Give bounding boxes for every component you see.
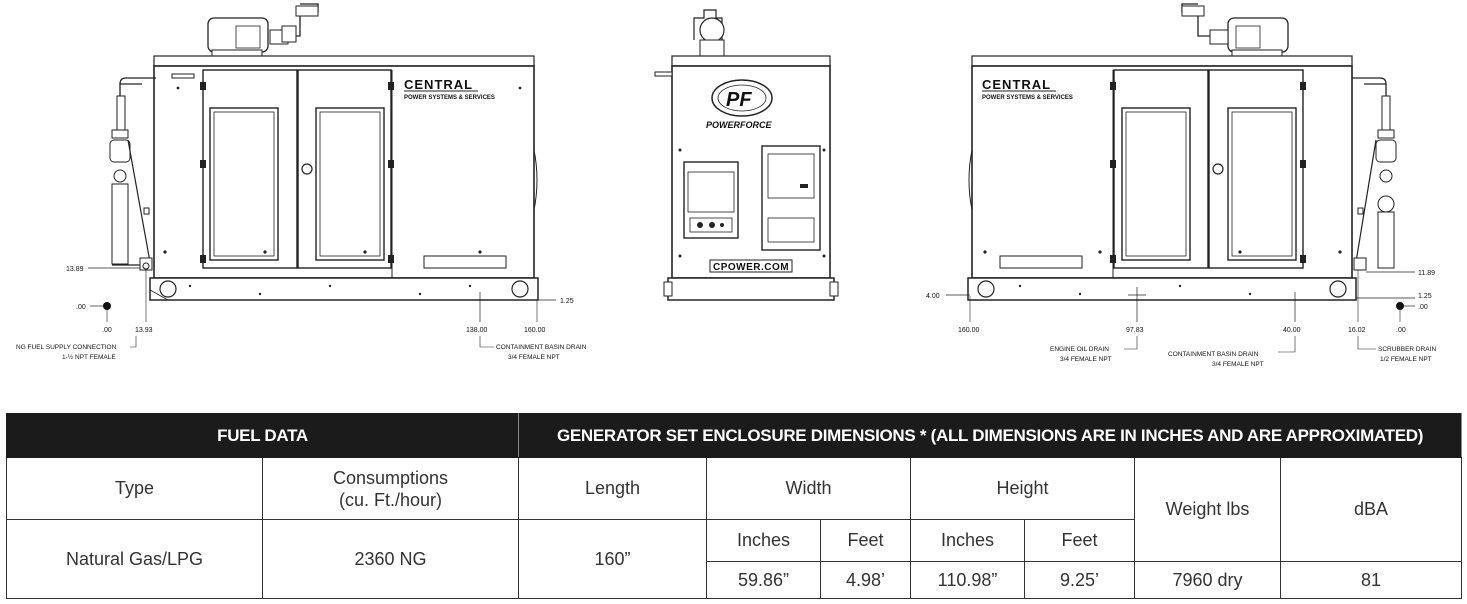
consumption-label-line2: (cu. Ft./hour) [338, 489, 443, 510]
table-header-row [7, 414, 1462, 458]
left-basin-drain-size: 3/4 FEMALE NPT [508, 354, 560, 361]
height-inches-value: 110.98” [911, 562, 1025, 599]
logo-letters: PF [726, 89, 752, 111]
weight-label: Weight lbs [1135, 458, 1281, 562]
right-dim-11-89: 11.89 [1418, 270, 1435, 277]
left-basin-drain-label: CONTAINMENT BASIN DRAIN [496, 344, 587, 351]
table-labels-row [7, 458, 1462, 520]
width-feet-label: Feet [821, 520, 911, 562]
right-side-view [926, 4, 1436, 368]
right-dim-x-160: 160.00 [958, 327, 980, 334]
right-scrubber-drain-label: SCRUBBER DRAIN [1378, 346, 1437, 353]
height-inches-label: Inches [911, 520, 1025, 562]
width-inches-value: 59.86” [707, 562, 821, 599]
spec-table [6, 413, 1462, 599]
consumption-label-line1: Consumptions [332, 467, 449, 488]
height-label: Height [911, 458, 1135, 520]
left-fuel-connection-size: 1-½ NPT FEMALE [62, 354, 116, 361]
right-dim-4-00: 4.00 [926, 293, 940, 300]
left-fuel-connection-label: NG FUEL SUPPLY CONNECTION [16, 344, 117, 351]
right-scrubber-drain-size: 1/2 FEMALE NPT [1380, 356, 1432, 363]
weight-value: 7960 dry [1135, 562, 1281, 599]
muffler [208, 18, 268, 52]
dba-label: dBA [1281, 458, 1462, 562]
right-brand-line1: CENTRAL [982, 77, 1052, 92]
width-feet-value: 4.98’ [821, 562, 911, 599]
right-oil-drain-size: 3/4 FEMALE NPT [1060, 356, 1112, 363]
consumption-value: 2360 NG [263, 520, 519, 599]
right-oil-drain-label: ENGINE OIL DRAIN [1050, 346, 1109, 353]
fuel-data-header: FUEL DATA [7, 414, 519, 458]
height-feet-value: 9.25’ [1025, 562, 1135, 599]
width-label: Width [707, 458, 911, 520]
left-brand-line1: CENTRAL [404, 77, 474, 92]
dba-value: 81 [1281, 562, 1462, 599]
width-inches-label: Inches [707, 520, 821, 562]
consumption-label [263, 458, 519, 520]
website-text: CPOWER.COM [713, 262, 790, 273]
right-dim-x-00: .00 [1396, 327, 1406, 334]
length-label: Length [519, 458, 707, 520]
left-side-view [16, 4, 587, 361]
front-view [655, 10, 838, 300]
logo-name: POWERFORCE [706, 120, 772, 130]
left-dim-13-89: 13.89 [66, 266, 84, 273]
left-dim-x-138: 138.00 [466, 327, 488, 334]
right-dim-x-40: 40.00 [1283, 327, 1301, 334]
height-feet-label: Feet [1025, 520, 1135, 562]
right-basin-drain-size: 3/4 FEMALE NPT [1212, 361, 1264, 368]
left-dim-x-13-93: 13.93 [135, 327, 153, 334]
type-value: Natural Gas/LPG [7, 520, 263, 599]
right-dim-00: .00 [1418, 304, 1428, 311]
left-dim-00: .00 [76, 304, 86, 311]
left-brand-line2: POWER SYSTEMS & SERVICES [404, 95, 495, 101]
dimensions-header: GENERATOR SET ENCLOSURE DIMENSIONS * (ALL DIMENSIONS ARE IN INCHES AND ARE APPROXIMATED) [519, 414, 1462, 458]
left-dim-1-25: 1.25 [560, 298, 574, 305]
length-value: 160” [519, 520, 707, 599]
left-dim-x-00: .00 [102, 327, 112, 334]
right-dim-x-16-02: 16.02 [1348, 327, 1366, 334]
right-dim-1-25: 1.25 [1418, 293, 1432, 300]
right-basin-drain-label: CONTAINMENT BASIN DRAIN [1168, 351, 1259, 358]
right-dim-x-97-83: 97.83 [1126, 327, 1144, 334]
right-brand-line2: POWER SYSTEMS & SERVICES [982, 95, 1073, 101]
left-dim-x-160: 160.00 [524, 327, 546, 334]
type-label: Type [7, 458, 263, 520]
